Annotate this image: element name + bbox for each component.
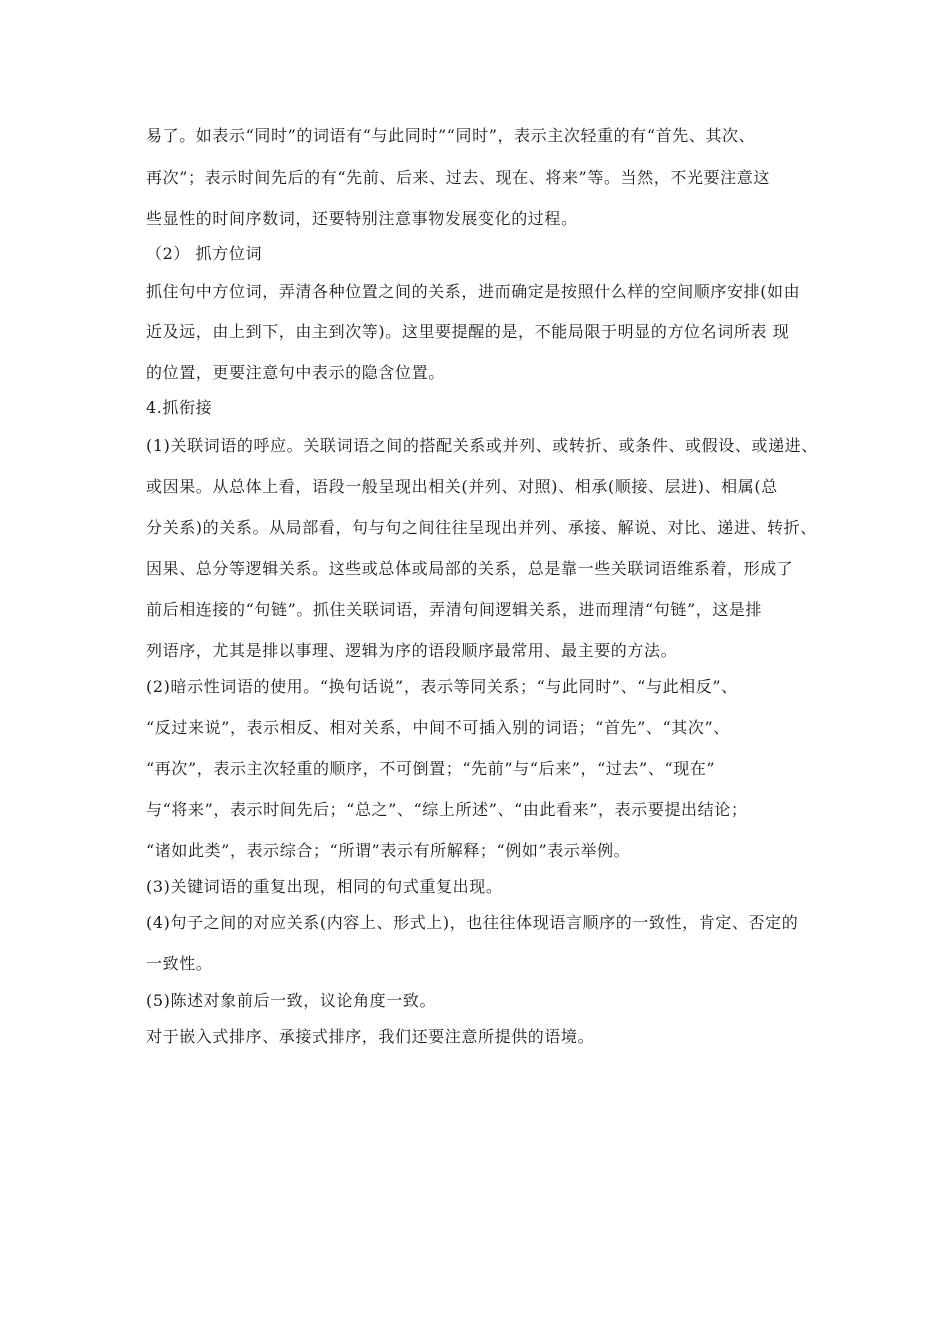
text-line-24: 对于嵌入式排序、承接式排序，我们还要注意所提供的语境。 — [146, 1027, 595, 1046]
text-line-2: 再次”；表示时间先后的有“先前、后来、过去、现在、将来”等。当然，不光要注意这 — [146, 168, 770, 187]
text-line-21: (4)句子之间的对应关系(内容上、形式上)，也往往体现语言顺序的一致性，肯定、否定的 — [146, 913, 799, 932]
text-line-13: 前后相连接的“句链”。抓住关联词语，弄清句间逻辑关系，进而理清“句链”，这是排 — [146, 600, 763, 619]
text-line-10: 或因果。从总体上看，语段一般呈现出相关(并列、对照)、相承(顺接、层进)、相属(总 — [146, 477, 778, 496]
section-heading-cohesion: 4.抓衔接 — [146, 398, 213, 417]
text-line-6: 近及远，由上到下，由主到次等)。这里要提醒的是，不能局限于明显的方位名词所表 现 — [146, 322, 790, 341]
text-line-11: 分关系)的关系。从局部看，句与句之间往往呈现出并列、承接、解说、对比、递进、转折、 — [146, 518, 817, 537]
text-line-19: “诸如此类”，表示综合；“所谓”表示有所解释；“例如”表示举例。 — [146, 841, 631, 860]
text-line-3: 些显性的时间序数词，还要特别注意事物发展变化的过程。 — [146, 209, 578, 228]
text-line-20: (3)关键词语的重复出现，相同的句式重复出现。 — [146, 877, 503, 896]
text-line-5: 抓住句中方位词，弄清各种位置之间的关系，进而确定是按照什么样的空间顺序安排(如由 — [146, 282, 801, 301]
text-line-22: 一致性。 — [146, 954, 213, 973]
text-line-12: 因果、总分等逻辑关系。这些或总体或局部的关系，总是靠一些关联词语维系着，形成了 — [146, 559, 794, 578]
text-line-18: 与“将来”，表示时间先后；“总之”、“综上所述”、“由此看来”，表示要提出结论； — [146, 800, 748, 819]
text-line-1: 易了。如表示“同时”的词语有“与此同时”“同时”，表示主次轻重的有“首先、其次、 — [146, 126, 756, 145]
text-line-23: (5)陈述对象前后一致，议论角度一致。 — [146, 991, 437, 1010]
text-line-17: “再次”，表示主次轻重的顺序，不可倒置；“先前”与“后来”，“过去”、“现在” — [146, 759, 716, 778]
text-line-15: (2)暗示性词语的使用。“换句话说”，表示等同关系；“与此同时”、“与此相反”、 — [146, 677, 738, 696]
text-line-14: 列语序，尤其是排以事理、逻辑为序的语段顺序最常用、最主要的方法。 — [146, 641, 678, 660]
text-line-16: “反过来说”，表示相反、相对关系，中间不可插入别的词语；“首先”、“其次”、 — [146, 718, 730, 737]
text-line-7: 的位置，更要注意句中表示的隐含位置。 — [146, 363, 445, 382]
section-heading-directional-words: （2） 抓方位词 — [146, 244, 263, 263]
text-line-9: (1)关联词语的呼应。关联词语之间的搭配关系或并列、或转折、或条件、或假设、或递进、 — [146, 436, 818, 455]
